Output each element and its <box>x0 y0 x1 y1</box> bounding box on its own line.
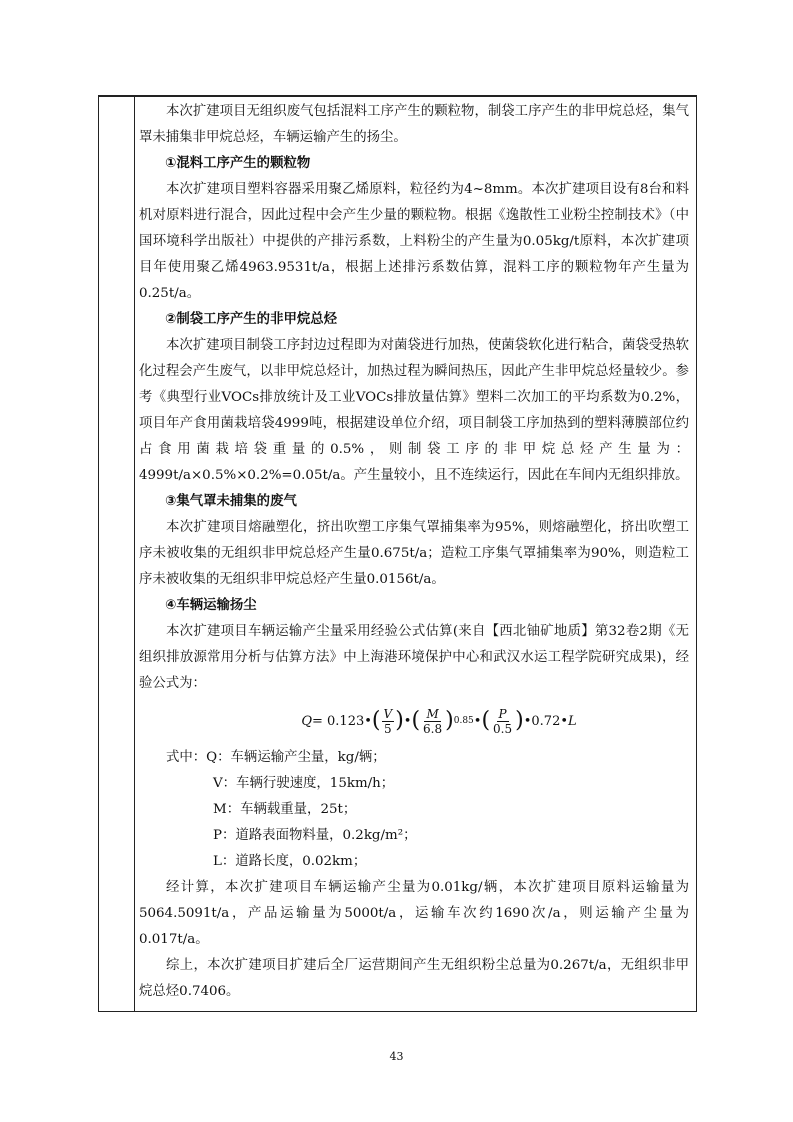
formula-paren-close: ) <box>515 708 524 733</box>
variable-v: V：车辆行驶速度，15km/h； <box>213 776 395 791</box>
table-column-divider <box>134 96 135 1011</box>
table-top-border <box>99 96 696 97</box>
formula-m-numerator: M <box>426 706 439 721</box>
formula-paren-close: ) <box>395 708 404 733</box>
variable-p: P：道路表面物料量，0.2kg/m²； <box>213 828 417 843</box>
formula-p-denominator: 0.5 <box>493 721 513 736</box>
formula-tail: •0.72• <box>523 713 569 729</box>
formula-fraction-v <box>382 707 395 736</box>
formula-coefficient: = 0.123• <box>312 713 372 729</box>
variable-l: L：道路长度，0.02km； <box>213 854 367 869</box>
calculation-paragraph: 经计算，本次扩建项目车辆运输产尘量为0.01kg/辆，本次扩建项目原料运输量为5064.5091t/a，产品运输量为5000t/a，运输车次约1690次/a，则运输产尘量为0.017t/a。 <box>139 880 689 947</box>
formula-fraction-m <box>421 707 444 736</box>
intro-paragraph: 本次扩建项目无组织废气包括混料工序产生的颗粒物，制袋工序产生的非甲烷总烃，集气罩未捕集非甲烷总烃，车辆运输产生的扬尘。 <box>139 104 689 145</box>
summary-paragraph: 综上，本次扩建项目扩建后全厂运营期间产生无组织粉尘总量为0.267t/a，无组织非甲烷总烃0.7406。 <box>139 958 689 999</box>
formula-paren-open: ( <box>481 708 491 733</box>
section-text-vehicle-dust: 本次扩建项目车辆运输产尘量采用经验公式估算(来自【西北铀矿地质】第32卷2期《无组织排放源常用分析与估算方法》中上海港环境保护中心和武汉水运工程学院研究成果)，经验公式为： <box>139 624 689 691</box>
section-text-bagging: 本次扩建项目制袋工序封边过程即为对菌袋进行加热，使菌袋软化进行粘合，菌袋受热软化过程会产生废气，以非甲烷总烃计，加热过程为瞬间热压，因此产生非甲烷总烃量较少。参考《典型行业VOCs排放统计及工业VOCs排放量估算》塑料二次加工的平均系数为0.2%，项目年产食用菌栽培袋4999吨，根据建设单位介绍，项目制袋工序加热到的塑料薄膜部位约占食用菌栽培袋重量的0.5%，则制袋工序的非甲烷总烃产生量为：4999t/a×0.5%×0.2%=0.05t/a。产生量较小，且不连续运行，因此在车间内无组织排放。 <box>139 338 689 483</box>
section-heading-mixing: ①混料工序产生的颗粒物 <box>165 156 311 171</box>
page-number: 43 <box>389 1050 404 1063</box>
formula-exponent: 0.85 <box>453 716 474 726</box>
section-heading-vehicle-dust: ④车辆运输扬尘 <box>165 598 257 613</box>
variable-q: 式中：Q：车辆运输产尘量，kg/辆； <box>166 750 386 765</box>
section-heading-bagging: ②制袋工序产生的非甲烷总烃 <box>165 312 338 327</box>
formula-v-denominator: 5 <box>384 721 392 736</box>
formula-l: L <box>568 713 577 729</box>
formula-dot: • <box>473 713 482 729</box>
formula-paren-open: ( <box>371 708 381 733</box>
formula-dot: • <box>403 713 412 729</box>
formula-fraction-p <box>491 707 514 736</box>
section-heading-hood: ③集气罩未捕集的废气 <box>165 494 297 509</box>
formula-v-numerator: V <box>383 706 393 721</box>
section-text-hood: 本次扩建项目熔融塑化，挤出吹塑工序集气罩捕集率为95%，则熔融塑化，挤出吹塑工序未被收集的无组织非甲烷总烃产生量0.675t/a；造粒工序集气罩捕集率为90%，则造粒工序未被收集的无组织非甲烷总烃产生量0.0156t/a。 <box>139 520 689 587</box>
content-cell <box>139 99 689 1005</box>
formula-q: Q <box>301 713 312 729</box>
formula-paren-close: ) <box>445 708 454 733</box>
section-text-mixing: 本次扩建项目塑料容器采用聚乙烯原料，粒径约为4~8mm。本次扩建项目设有8台和料机对原料进行混合，因此过程中会产生少量的颗粒物。根据《逸散性工业粉尘控制技术》（中国环境科学出版社）中提供的产排污系数，上料粉尘的产生量为0.05kg/t原料，本次扩建项目年使用聚乙烯4963.9531t/a，根据上述排污系数估算，混料工序的颗粒物年产生量为0.25t/a。 <box>139 182 689 301</box>
variable-m: M：车辆载重量，25t； <box>213 802 357 817</box>
empirical-formula <box>139 699 689 743</box>
formula-paren-open: ( <box>411 708 421 733</box>
formula-p-numerator: P <box>498 706 507 721</box>
formula-m-denominator: 6.8 <box>423 721 443 736</box>
